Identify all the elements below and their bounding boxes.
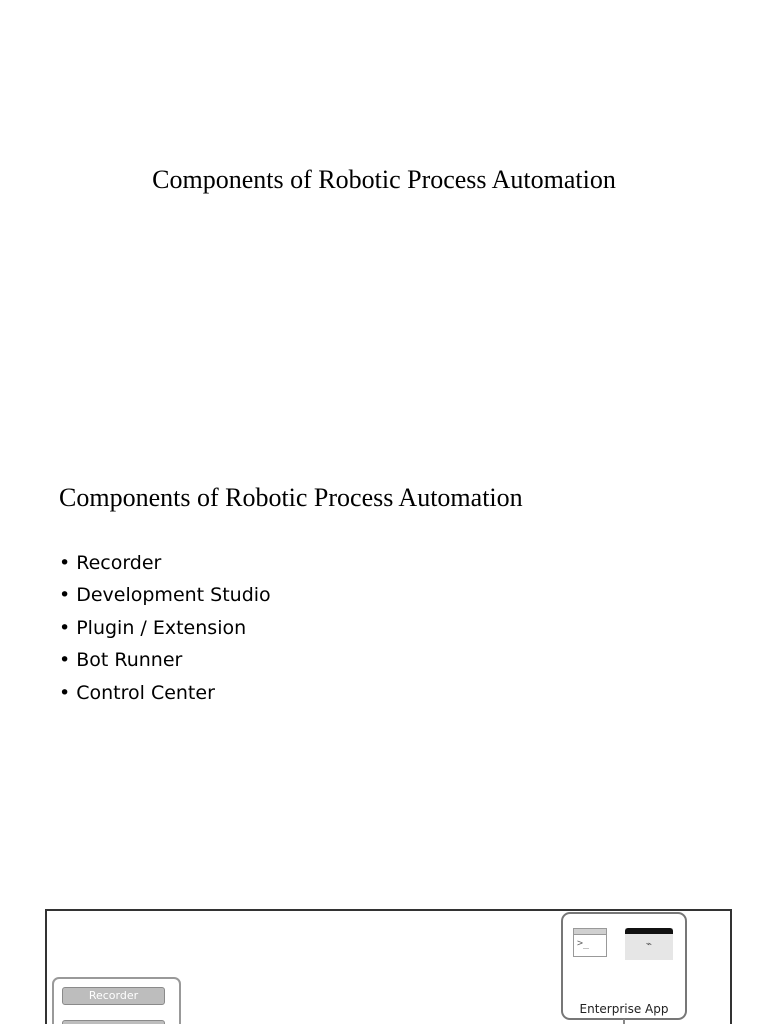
terminal-window-icon (573, 928, 607, 957)
recorder-box: Recorder (62, 987, 165, 1005)
list-item (59, 677, 271, 709)
bullet-icon: • (59, 681, 71, 704)
list-item-label: Development Studio (76, 584, 271, 607)
terminal-prompt-icon: >_ (577, 938, 590, 949)
list-item-label: Bot Runner (76, 649, 183, 672)
slide-title: Components of Robotic Process Automation (59, 483, 523, 512)
connector-line (623, 1019, 625, 1024)
list-item (59, 612, 271, 644)
enterprise-app-box (561, 912, 687, 1020)
browser-window-icon (625, 928, 673, 960)
bullet-icon: • (59, 649, 71, 672)
components-panel (52, 977, 181, 1024)
bullet-list (59, 547, 271, 709)
architecture-diagram (45, 909, 732, 1024)
list-item (59, 644, 271, 676)
bullet-icon: • (59, 584, 71, 607)
page-title: Components of Robotic Process Automation (152, 165, 616, 194)
plugin-icon: ⌁ (645, 939, 653, 950)
list-item (59, 579, 271, 611)
list-item (59, 547, 271, 579)
bullet-icon: • (59, 552, 71, 574)
bullet-icon: • (59, 616, 71, 639)
list-item-label: Recorder (76, 552, 162, 574)
list-item-label: Plugin / Extension (76, 616, 247, 639)
component-box (62, 1020, 165, 1024)
list-item-label: Control Center (76, 681, 215, 704)
enterprise-app-label: Enterprise App (579, 1002, 669, 1016)
